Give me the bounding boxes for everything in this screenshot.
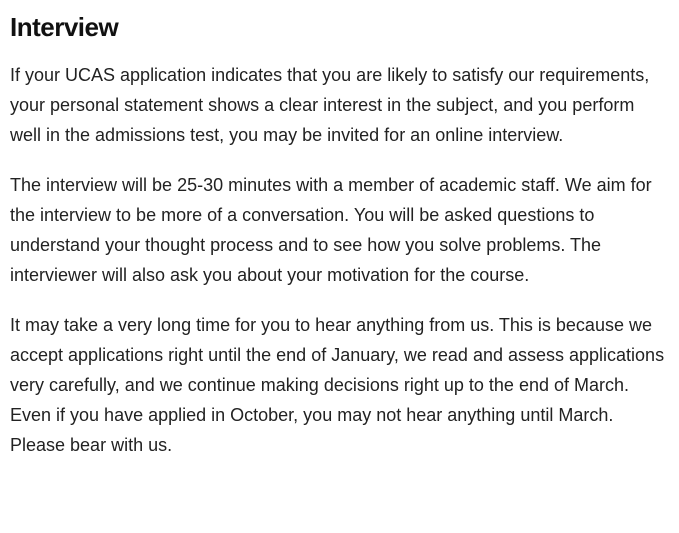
section-heading: Interview bbox=[10, 12, 119, 42]
paragraph-response-time: It may take a very long time for you to hear anything from us. This is because we accept applications right until the end of January, we read and assess applications very carefully, and we continue making decisions right up to the end of March. Even if you have applied in October, you may not hear anything until March. Please bear with us. bbox=[10, 315, 665, 455]
paragraph-interview-format: The interview will be 25-30 minutes with a member of academic staff. We aim for the interview to be more of a conversation. You will be asked questions to understand your thought process and to see how you solve problems. The interviewer will also ask you about your motivation for the course. bbox=[10, 175, 652, 285]
paragraph-invitation: If your UCAS application indicates that you are likely to satisfy our requirements, your personal statement shows a clear interest in the subject, and you perform well in the admissions test, you may be invited for an online interview. bbox=[10, 65, 650, 145]
